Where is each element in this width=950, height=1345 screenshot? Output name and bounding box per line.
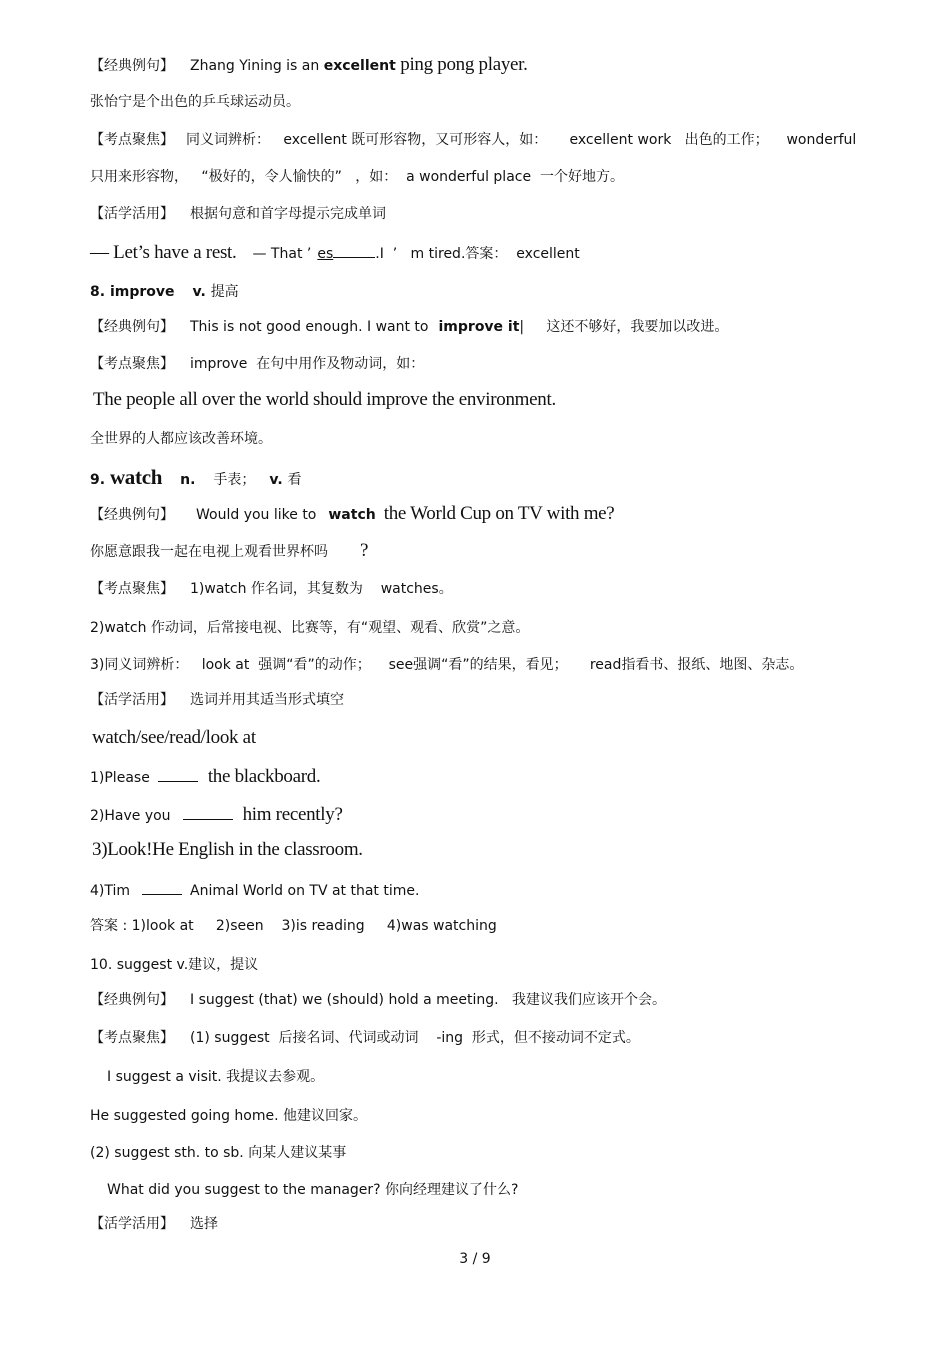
sentence-text: Would you like to (196, 507, 317, 523)
exercise-text: 1)Please (90, 770, 150, 786)
dialogue-line (90, 243, 580, 264)
sentence-text: I suggest (that) we (should) hold a meeting. 我建议我们应该开个会。 (190, 992, 666, 1008)
answer-blank (158, 767, 198, 782)
focus-text: improve 在句中用作及物动词，如： (190, 356, 425, 372)
focus-line (90, 130, 856, 150)
section-tag: 【经典例句】 (90, 507, 174, 523)
focus-text: 1)watch 作名词，其复数为 watches。 (190, 581, 453, 597)
section-tag: 【经典例句】 (90, 58, 174, 74)
example-sentence-line (90, 504, 614, 525)
dialogue-serif: — Let’s have a rest. (90, 242, 237, 263)
section-tag: 【活学活用】 (90, 692, 174, 708)
sentence-serif-text: ping pong player. (400, 54, 528, 75)
exercise-text: 4)Tim (90, 883, 131, 899)
keyword: improve it (438, 319, 520, 335)
focus-text: 同义词辨析： excellent 既可形容物，又可形容人，如： excellent work 出色的工作； wonderful (186, 132, 857, 148)
exercise-item: 3)Look!He English in the classroom. (92, 839, 363, 860)
example-line: He suggested going home. 他建议回家。 (90, 1108, 368, 1124)
focus-line (90, 579, 453, 599)
section-tag: 【经典例句】 (90, 992, 174, 1008)
dialogue-answer: .I ’ m tired.答案： excellent (375, 246, 580, 262)
section-tag: 【经典例句】 (90, 319, 174, 335)
entry-word: watch (109, 465, 163, 489)
example-line: What did you suggest to the manager? 你向经理建议了什么? (107, 1182, 519, 1198)
section-tag: 【活学活用】 (90, 1216, 174, 1232)
exercise-item (90, 767, 320, 788)
exercise-text: Animal World on TV at that time. (190, 883, 420, 899)
exercise-serif-text: him recently? (242, 804, 343, 825)
entry-pos: v. (192, 284, 206, 300)
exercise-serif-text: the blackboard. (207, 766, 321, 787)
note-line: (2) suggest sth. to sb. 向某人建议某事 (90, 1145, 347, 1161)
dialogue-text: — That ’ (252, 246, 312, 262)
entry-pos: n. (180, 472, 196, 488)
practice-line (90, 690, 344, 710)
exercise-text: 2)Have you (90, 808, 171, 824)
question-mark: ? (360, 540, 369, 561)
entry-pos: v. (269, 472, 283, 488)
entry-heading-improve (90, 282, 239, 302)
entry-number: 8. (90, 284, 106, 300)
practice-line (90, 204, 386, 224)
sentence-text: Zhang Yining is an (190, 58, 320, 74)
practice-instruction: 选词并用其适当形式填空 (190, 692, 344, 708)
keyword: watch (328, 507, 376, 523)
translation-line (90, 541, 368, 562)
example-sentence-line (90, 55, 528, 76)
section-tag: 【活学活用】 (90, 206, 174, 222)
answer-blank: es (317, 246, 334, 262)
translation-text: 你愿意跟我一起在电视上观看世界杯吗 (90, 544, 328, 560)
section-tag: 【考点聚焦】 (90, 132, 174, 148)
focus-line (90, 1028, 640, 1048)
section-tag: 【考点聚焦】 (90, 581, 174, 597)
practice-instruction: 根据句意和首字母提示完成单词 (190, 206, 386, 222)
example-line: I suggest a visit. 我提议去参观。 (107, 1069, 325, 1085)
focus-text: (1) suggest 后接名词、代词或动词 -ing 形式，但不接动词不定式。 (190, 1030, 640, 1046)
sentence-serif-text: the World Cup on TV with me? (383, 503, 615, 524)
sentence-text: This is not good enough. I want to (190, 319, 429, 335)
entry-meaning: 手表； (213, 472, 256, 488)
translation-line: 全世界的人都应该改善环境。 (90, 431, 272, 447)
focus-continuation: 只用来形容物， “极好的，令人愉快的” ，如： a wonderful place 一个好地方。 (90, 169, 624, 185)
entry-heading-watch (90, 467, 302, 490)
exercise-item (90, 805, 343, 826)
note-line: 2)watch 作动词，后常接电视、比赛等，有“观望、观看、欣赏”之意。 (90, 620, 530, 636)
example-sentence-line (90, 317, 728, 337)
section-tag: 【考点聚焦】 (90, 356, 174, 372)
note-line: 3)同义词辨析： look at 强调“看”的动作； see强调“看”的结果，看见； read指看书、报纸、地图、杂志。 (90, 657, 804, 673)
focus-line (90, 354, 424, 374)
keyword: excellent (323, 58, 396, 74)
exercise-item (90, 880, 419, 901)
example-serif-sentence: The people all over the world should improve the environment. (93, 389, 556, 410)
underline-blank (333, 243, 375, 258)
entry-meaning: 看 (287, 472, 302, 488)
entry-meaning: 提高 (210, 284, 239, 300)
translation-line: 张怡宁是个出色的乒乓球运动员。 (90, 94, 300, 110)
word-choices: watch/see/read/look at (92, 727, 256, 748)
practice-line (90, 1214, 218, 1234)
page-number: 3 / 9 (459, 1251, 491, 1267)
answer-blank (183, 805, 233, 820)
sentence-translation: | 这还不够好，我要加以改进。 (519, 319, 729, 335)
entry-number: 9. (90, 472, 106, 488)
practice-instruction: 选择 (190, 1216, 218, 1232)
example-sentence-line (90, 990, 666, 1010)
answer-line: 答案 : 1)look at 2)seen 3)is reading 4)was watching (90, 918, 497, 934)
entry-word: improve (109, 284, 175, 300)
entry-heading-suggest: 10. suggest v.建议，提议 (90, 957, 259, 973)
answer-blank (142, 880, 182, 895)
section-tag: 【考点聚焦】 (90, 1030, 174, 1046)
